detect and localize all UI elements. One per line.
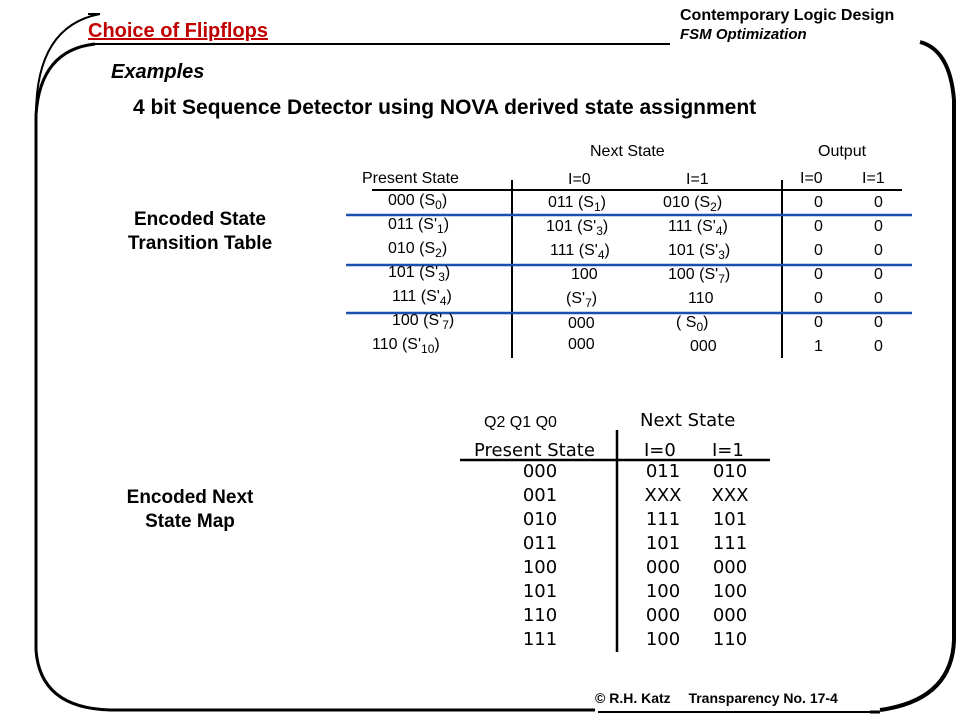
ns1-row-0: 010 $(S_2)$ (663, 194, 723, 214)
ns1-row-5: ( $S_0$) (676, 314, 709, 334)
map-i0-row-2: 111 (645, 509, 681, 530)
map-i1-row-3: 111 (712, 533, 748, 554)
map-i0-row-5: 100 (645, 581, 681, 602)
ns0-row-4: $(S'_7)$ (566, 290, 598, 310)
map-i1-row-7: 110 (712, 629, 748, 650)
present-state-header: Present State (362, 170, 459, 187)
out1-row-0: 0 (874, 194, 883, 211)
footer (595, 690, 838, 706)
map-ps-row-2: 010 (522, 509, 558, 530)
map-present-state-header: Present State (474, 440, 595, 461)
ns1-row-6: 000 (690, 338, 717, 355)
map-i1-row-6: 000 (712, 605, 748, 626)
ns0-row-0: 011 $(S_1)$ (548, 194, 606, 214)
ps-row-2: 010 $(S_2)$ (388, 240, 448, 260)
ns1-row-4: 110 (688, 290, 714, 307)
ns1-row-2: 101 $(S'_3)$ (668, 242, 731, 262)
map-ps-row-1: 001 (522, 485, 558, 506)
footer-transparency: Transparency No. 17-4 (688, 690, 838, 706)
map-i1-header: I=1 (712, 440, 744, 461)
out0-row-3: 0 (814, 266, 823, 283)
state-map-label-line2: State Map (145, 511, 235, 532)
out0-row-2: 0 (814, 242, 823, 259)
map-i0-row-1: XXX (644, 485, 682, 506)
map-ps-row-3: 011 (522, 533, 558, 554)
transition-table-label-line1: Encoded State (134, 209, 266, 230)
transition-table-label-line2: Transition Table (127, 233, 273, 254)
ps-row-6: 110 $(S'_{10})$ (372, 336, 440, 356)
map-i1-row-0: 010 (712, 461, 748, 482)
ns-i1-header: I=1 (686, 171, 709, 188)
out1-row-2: 0 (874, 242, 883, 259)
out0-row-6: 1 (814, 338, 823, 355)
map-ps-row-0: 000 (522, 461, 558, 482)
ns0-row-1: 101 $(S'_3)$ (546, 218, 609, 238)
ps-row-1: 011 $(S'_1)$ (388, 216, 450, 236)
map-i1-row-4: 000 (712, 557, 748, 578)
ns-i0-header: I=0 (568, 171, 591, 188)
out0-row-1: 0 (814, 218, 823, 235)
ps-row-4: 111 $(S'_4)$ (392, 288, 452, 308)
out-i0-header: I=0 (800, 170, 823, 187)
map-ps-row-6: 110 (522, 605, 558, 626)
ns1-row-1: 111 $(S'_4)$ (668, 218, 728, 238)
course-name: Contemporary Logic Design (680, 7, 895, 24)
out1-row-5: 0 (874, 314, 883, 331)
map-ps-row-4: 100 (522, 557, 558, 578)
examples-heading: Examples (111, 61, 205, 83)
map-i1-row-1: XXX (711, 485, 749, 506)
ns0-row-3: 100 (571, 266, 598, 283)
out-i1-header: I=1 (862, 170, 885, 187)
state-map-label-line1: Encoded Next (126, 487, 254, 508)
out0-row-0: 0 (814, 194, 823, 211)
ps-row-0: 000 $(S_0)$ (388, 192, 448, 212)
map-i0-row-3: 101 (645, 533, 681, 554)
out0-row-5: 0 (814, 314, 823, 331)
out0-row-4: 0 (814, 290, 823, 307)
map-i0-row-6: 000 (645, 605, 681, 626)
next-state-header: Next State (590, 143, 665, 160)
out1-row-6: 0 (874, 338, 883, 355)
ns0-row-6: 000 (568, 336, 595, 353)
slide-title: Choice of Flipflops (88, 20, 268, 42)
out1-row-4: 0 (874, 290, 883, 307)
map-i0-row-0: 011 (645, 461, 681, 482)
out1-row-3: 0 (874, 266, 883, 283)
map-i0-row-7: 100 (645, 629, 681, 650)
map-bits-header: Q2 Q1 Q0 (484, 414, 557, 431)
map-i0-header: I=0 (644, 440, 676, 461)
ns0-row-5: 000 (568, 315, 595, 332)
slide-subtitle: 4 bit Sequence Detector using NOVA derived state assignment (133, 96, 757, 119)
ns0-row-2: 111 $(S'_4)$ (550, 242, 610, 262)
footer-copyright: © R.H. Katz (595, 690, 671, 706)
map-i1-row-2: 101 (712, 509, 748, 530)
map-ps-row-5: 101 (522, 581, 558, 602)
map-i0-row-4: 000 (645, 557, 681, 578)
ns1-row-3: 100 $(S'_7)$ (668, 266, 731, 286)
out1-row-1: 0 (874, 218, 883, 235)
map-i1-row-5: 100 (712, 581, 748, 602)
ps-row-3: 101 $(S'_3)$ (388, 264, 451, 284)
output-header: Output (818, 143, 867, 160)
map-ps-row-7: 111 (522, 629, 558, 650)
ps-row-5: 100 $(S'_7)$ (392, 312, 455, 332)
map-next-state-header: Next State (640, 410, 736, 431)
topic-name: FSM Optimization (680, 26, 807, 43)
